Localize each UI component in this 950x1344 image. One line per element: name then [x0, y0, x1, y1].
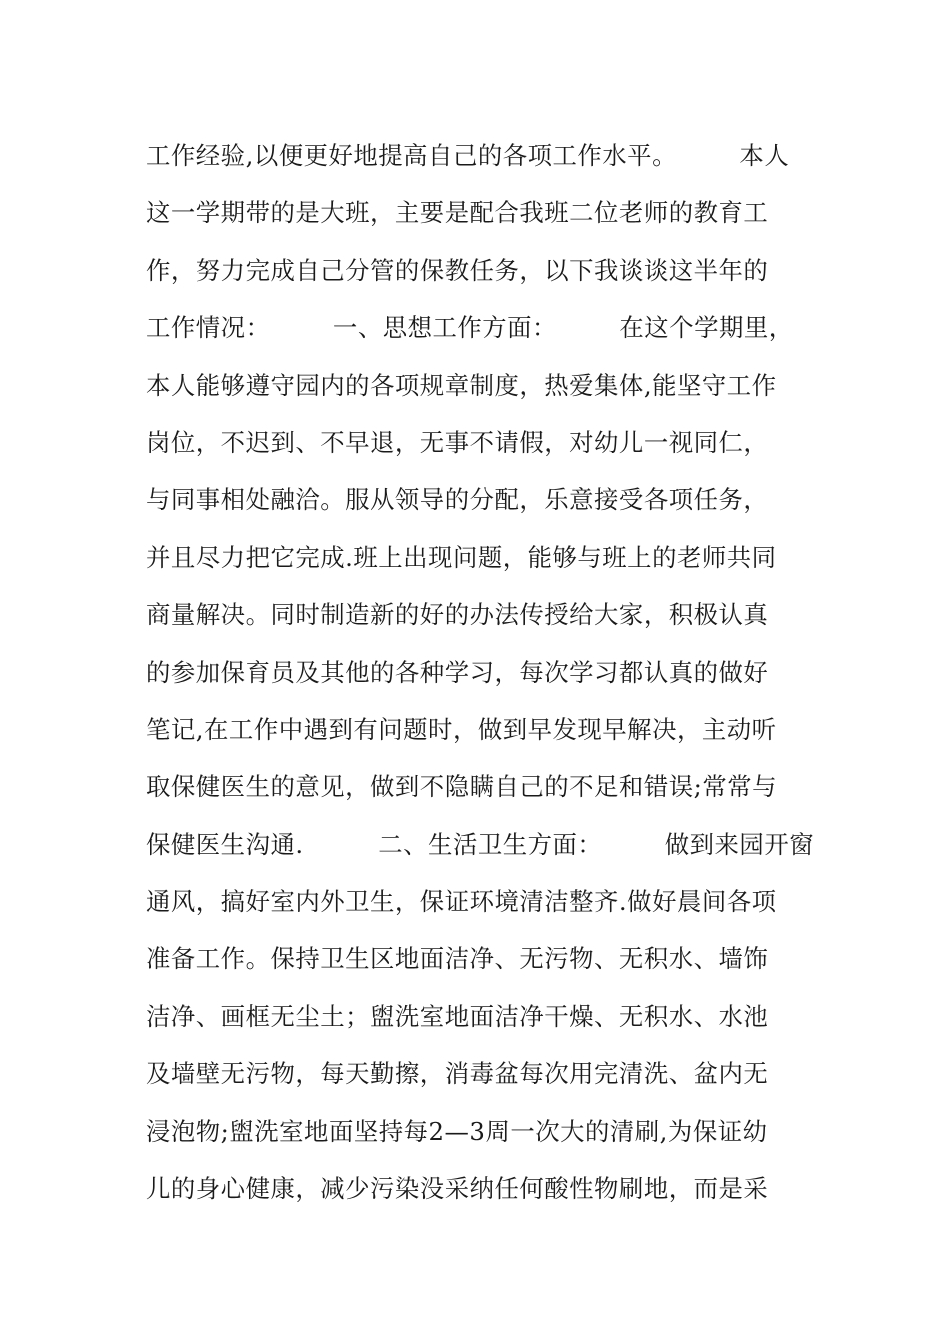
text-line: 准备工作。保持卫生区地面洁净、无污物、无积水、墙饰 [146, 944, 769, 974]
text-line: 取保健医生的意见，做到不隐瞒自己的不足和错误;常常与 [146, 772, 777, 802]
text-line: 并且尽力把它完成.班上出现问题，能够与班上的老师共同 [146, 542, 777, 572]
text-line: 洁净、画框无尘土；盥洗室地面洁净干燥、无积水、水池 [146, 1001, 769, 1031]
body-text [146, 127, 816, 1217]
text-line: 商量解决。同时制造新的好的办法传授给大家，积极认真 [146, 600, 769, 630]
text-line: 的参加保育员及其他的各种学习，每次学习都认真的做好 [146, 657, 769, 687]
text-line: 本人能够遵守园内的各项规章制度，热爱集体,能坚守工作 [146, 370, 777, 400]
text-line: 这一学期带的是大班，主要是配合我班二位老师的教育工 [146, 198, 769, 228]
text-line: 作，努力完成自己分管的保教任务，以下我谈谈这半年的 [146, 255, 769, 285]
text-line: 与同事相处融洽。服从领导的分配，乐意接受各项任务， [146, 485, 769, 515]
text-line: 浸泡物;盥洗室地面坚持每2—3周一次大的清刷,为保证幼 [146, 1116, 768, 1146]
text-line: 及墙壁无污物，每天勤擦，消毒盆每次用完清洗、盆内无 [146, 1059, 769, 1089]
text-line: 通风，搞好室内外卫生，保证环境清洁整齐.做好晨间各项 [146, 887, 777, 917]
text-line: 保健医生沟通. 二、生活卫生方面： 做到来园开窗 [146, 829, 815, 859]
text-line: 笔记,在工作中遇到有问题时，做到早发现早解决，主动听 [146, 714, 777, 744]
text-line: 工作情况： 一、思想工作方面： 在这个学期里， [146, 313, 794, 343]
text-line: 工作经验,以便更好地提高自己的各项工作水平。 本人 [146, 141, 790, 170]
text-line: 岗位，不迟到、不早退，无事不请假，对幼儿一视同仁， [146, 427, 769, 457]
text-line: 儿的身心健康，减少污染没采纳任何酸性物刷地，而是采 [146, 1174, 769, 1204]
